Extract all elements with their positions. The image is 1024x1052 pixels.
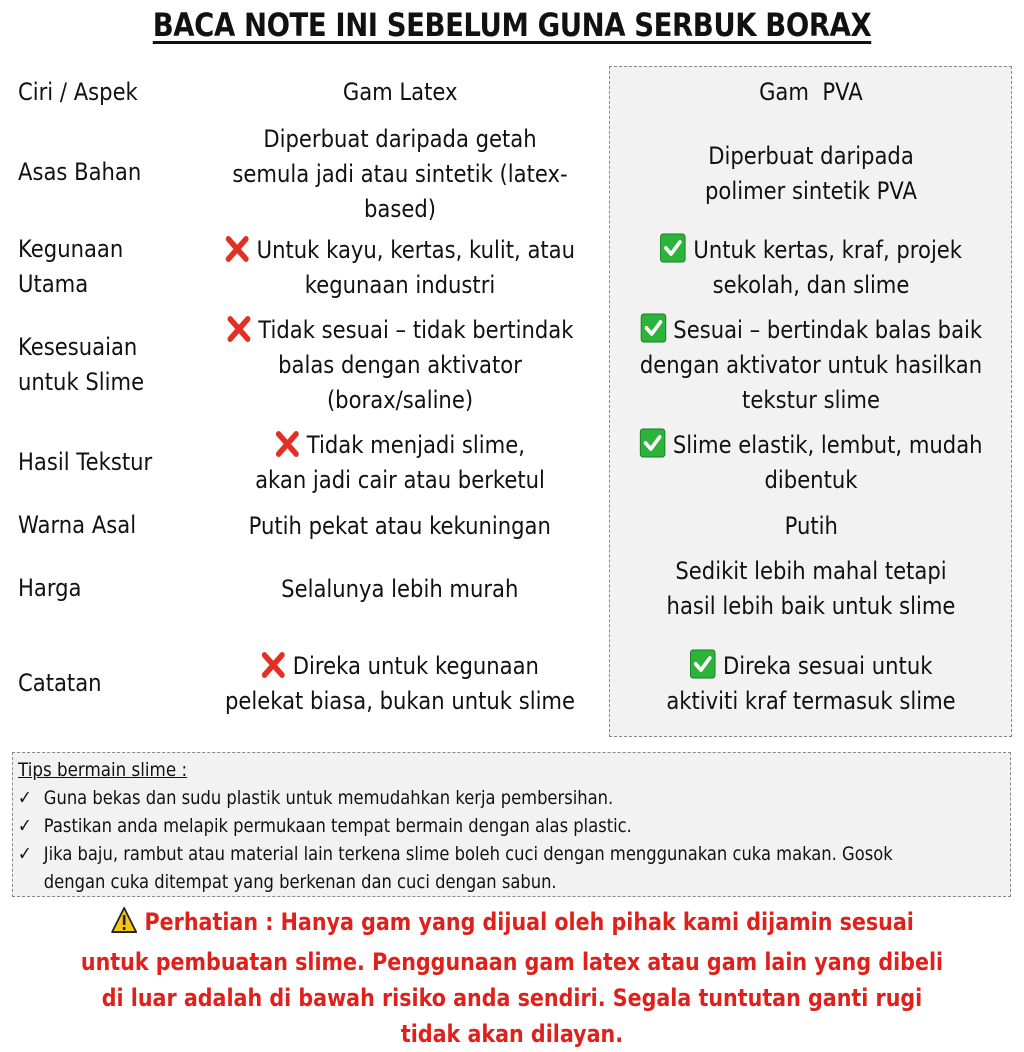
row-label-asas-bahan: Asas Bahan bbox=[18, 157, 142, 186]
warning-icon bbox=[110, 906, 138, 944]
row-latex-kesesuaian: Tidak sesuai – tidak bertindak balas dengan aktivator (borax/saline) bbox=[200, 313, 600, 418]
check-mark-button-icon bbox=[660, 233, 686, 263]
header-latex: Gam Latex bbox=[342, 77, 458, 106]
row-label-catatan: Catatan bbox=[18, 668, 102, 697]
row-latex-asas-bahan: Diperbuat daripada getah semula jadi atau sintetik (latex-based) bbox=[232, 124, 568, 223]
cross-mark-icon bbox=[227, 315, 252, 343]
row-pva-warna-asal: Putih bbox=[784, 511, 838, 540]
row-latex-kegunaan-utama: Untuk kayu, kertas, kulit, atau kegunaan industri bbox=[200, 233, 600, 303]
row-label-harga: Harga bbox=[18, 573, 82, 602]
header-pva: Gam PVA bbox=[759, 77, 863, 106]
check-mark-button-icon bbox=[640, 313, 666, 343]
row-label-hasil-tekstur: Hasil Tekstur bbox=[18, 447, 153, 476]
row-label-kesesuaian: Kesesuaian untuk Slime bbox=[18, 333, 145, 396]
tip-item: ✓ Pastikan anda melapik permukaan tempat bermain dengan alas plastic. bbox=[18, 812, 912, 840]
cross-mark-icon bbox=[225, 235, 250, 263]
warning-notice: Perhatian : Hanya gam yang dijual oleh pihak kami dijamin sesuai untuk pembuatan slime. Penggunaan gam latex atau gam lain yang dibeli di luar adalah di bawah risiko anda sendiri. Segala tuntutan ganti rugi tidak akan dilayan. bbox=[80, 908, 944, 1048]
row-pva-kesesuaian: Sesuai – bertindak balas baik dengan aktivator untuk hasilkan tekstur slime bbox=[612, 313, 1010, 418]
row-label-warna-asal: Warna Asal bbox=[18, 510, 137, 539]
row-pva-hasil-tekstur: Slime elastik, lembut, mudah dibentuk bbox=[612, 428, 1010, 498]
row-pva-kegunaan-utama: Untuk kertas, kraf, projek sekolah, dan slime bbox=[612, 233, 1010, 303]
row-latex-warna-asal: Putih pekat atau kekuningan bbox=[248, 511, 552, 540]
tip-item: ✓ Guna bekas dan sudu plastik untuk memudahkan kerja pembersihan. bbox=[18, 784, 912, 812]
check-mark-button-icon bbox=[639, 428, 665, 458]
row-latex-harga: Selalunya lebih murah bbox=[281, 574, 519, 603]
row-latex-hasil-tekstur: Tidak menjadi slime, akan jadi cair atau berketul bbox=[255, 431, 545, 494]
check-icon: ✓ bbox=[18, 843, 32, 865]
cross-mark-icon bbox=[275, 430, 300, 458]
check-icon: ✓ bbox=[18, 815, 32, 837]
header-aspect: Ciri / Aspek bbox=[18, 77, 138, 106]
cross-mark-icon bbox=[261, 651, 286, 679]
row-pva-harga: Sedikit lebih mahal tetapi hasil lebih baik untuk slime bbox=[666, 557, 956, 620]
check-mark-button-icon bbox=[690, 649, 716, 679]
check-icon: ✓ bbox=[18, 787, 32, 809]
row-label-kegunaan-utama: Kegunaan Utama bbox=[18, 235, 124, 298]
row-latex-catatan: Direka untuk kegunaan pelekat biasa, bukan untuk slime bbox=[224, 652, 576, 715]
row-pva-catatan: Direka sesuai untuk aktiviti kraf termasuk slime bbox=[612, 648, 1010, 720]
tips-title: Tips bermain slime : bbox=[18, 759, 188, 781]
page-title: BACA NOTE INI SEBELUM GUNA SERBUK BORAX bbox=[152, 6, 872, 44]
tip-item: ✓ Jika baju, rambut atau material lain terkena slime boleh cuci dengan menggunakan cuka makan. Gosok dengan cuka ditempat yang berkenan dan cuci dengan sabun. bbox=[18, 840, 912, 896]
row-pva-asas-bahan: Diperbuat daripada polimer sintetik PVA bbox=[705, 142, 917, 205]
